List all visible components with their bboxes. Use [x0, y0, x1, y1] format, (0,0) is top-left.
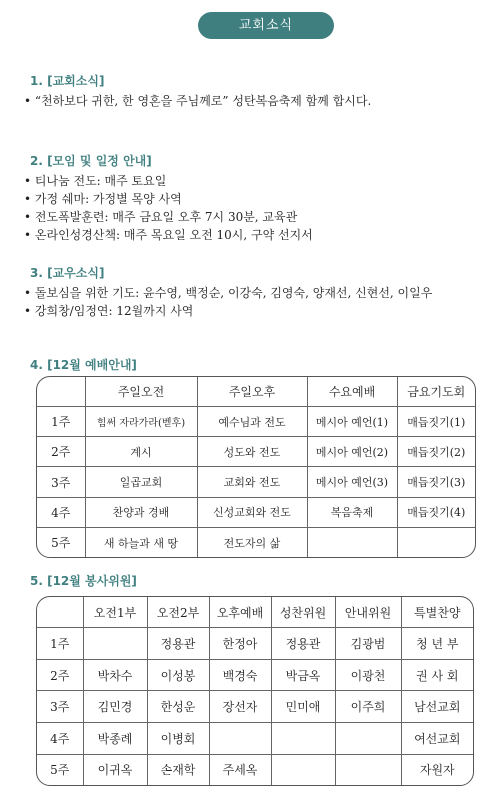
table-cell: 복음축제: [307, 497, 397, 527]
table-row: [37, 628, 473, 660]
week-cell: 3주: [37, 467, 85, 497]
list-item: • 전도폭발훈련: 매주 금요일 오후 7시 30분, 교육관: [24, 208, 313, 226]
table-row: [37, 691, 473, 723]
header-cell: 수요예배: [307, 377, 397, 406]
table-cell: 박금옥: [271, 659, 335, 691]
table-cell: 찬양과 경배: [85, 497, 197, 527]
church-news-heading: 1. [교회소식]: [30, 74, 105, 88]
list-item: • 가정 쉐마: 가정별 목양 사역: [24, 190, 313, 208]
table-cell: 이병회: [147, 723, 209, 755]
header-cell: [37, 377, 85, 406]
table-cell: [209, 723, 271, 755]
header-cell: 특별찬양: [401, 597, 473, 628]
table-row: [37, 497, 475, 527]
header-cell: 오전2부: [147, 597, 209, 628]
table-cell: 남선교회: [401, 691, 473, 723]
list-item: • 돌보심을 위한 기도: 윤수영, 백정순, 이강숙, 김영숙, 양재선, 신현선, 이일우: [24, 284, 432, 302]
table-row: [37, 406, 475, 436]
table-header-row: [37, 597, 473, 628]
table-cell: 권 사 회: [401, 659, 473, 691]
table-row: [37, 467, 475, 497]
volunteers-heading: 5. [12월 봉사위원]: [30, 574, 137, 588]
table-header-row: [37, 377, 475, 406]
table-cell: 한정아: [209, 628, 271, 660]
table-cell: 이주희: [335, 691, 401, 723]
schedule-heading: 2. [모임 및 일정 안내]: [30, 154, 152, 168]
table-cell: 자원자: [401, 754, 473, 785]
list-item: • 티나눔 전도: 매주 토요일: [24, 172, 313, 190]
table-cell: 교회와 전도: [197, 467, 307, 497]
schedule-list: [24, 172, 313, 244]
table-cell: 청 년 부: [401, 628, 473, 660]
table-cell: 매듭짓기(1): [397, 406, 475, 436]
member-news-list: [24, 284, 432, 320]
table-cell: 박차수: [83, 659, 147, 691]
header-cell: 주일오전: [85, 377, 197, 406]
table-cell: 김광범: [335, 628, 401, 660]
worship-table: [36, 376, 476, 558]
table-row: [37, 754, 473, 785]
table-row: [37, 723, 473, 755]
table-cell: 예수님과 전도: [197, 406, 307, 436]
list-item: • “천하보다 귀한, 한 영혼을 주님께로” 성탄복음축제 함께 합시다.: [24, 92, 371, 110]
week-cell: 4주: [37, 723, 83, 755]
week-cell: 5주: [37, 528, 85, 558]
table-cell: 성도와 전도: [197, 437, 307, 467]
worship-guide-heading: 4. [12월 예배안내]: [30, 358, 137, 372]
header-cell: [37, 597, 83, 628]
table-cell: 김민경: [83, 691, 147, 723]
table-cell: [271, 723, 335, 755]
table-cell: 힘써 자라가라(벧후): [85, 406, 197, 436]
table-cell: [83, 628, 147, 660]
section-banner: 교회소식: [198, 12, 334, 39]
table-cell: 일곱교회: [85, 467, 197, 497]
table-cell: 백경숙: [209, 659, 271, 691]
table-cell: 박종례: [83, 723, 147, 755]
header-cell: 성찬위원: [271, 597, 335, 628]
table-cell: 정용관: [147, 628, 209, 660]
week-cell: 1주: [37, 406, 85, 436]
table-cell: 민미애: [271, 691, 335, 723]
table-cell: 계시: [85, 437, 197, 467]
table-cell: [307, 528, 397, 558]
table-cell: [335, 723, 401, 755]
table-row: [37, 437, 475, 467]
table-cell: 매듭짓기(3): [397, 467, 475, 497]
member-news-heading: 3. [교우소식]: [30, 266, 105, 280]
table-cell: 이귀옥: [83, 754, 147, 785]
week-cell: 1주: [37, 628, 83, 660]
header-cell: 오후예배: [209, 597, 271, 628]
table-cell: 정용관: [271, 628, 335, 660]
table-cell: 주세옥: [209, 754, 271, 785]
header-cell: 주일오후: [197, 377, 307, 406]
header-cell: 안내위원: [335, 597, 401, 628]
week-cell: 5주: [37, 754, 83, 785]
table-cell: 메시아 예언(3): [307, 467, 397, 497]
table-cell: 메시아 예언(1): [307, 406, 397, 436]
table-cell: 이성봉: [147, 659, 209, 691]
table-cell: 전도자의 삶: [197, 528, 307, 558]
table-cell: 여선교회: [401, 723, 473, 755]
table-cell: 이광천: [335, 659, 401, 691]
table-cell: 손재학: [147, 754, 209, 785]
table-cell: 장선자: [209, 691, 271, 723]
table-cell: 한성운: [147, 691, 209, 723]
week-cell: 2주: [37, 659, 83, 691]
table-cell: 메시아 예언(2): [307, 437, 397, 467]
church-news-list: [24, 92, 371, 110]
volunteers-table: [36, 596, 474, 786]
table-cell: [271, 754, 335, 785]
header-cell: 금요기도회: [397, 377, 475, 406]
table-cell: [335, 754, 401, 785]
table-cell: 새 하늘과 새 땅: [85, 528, 197, 558]
table-cell: 신성교회와 전도: [197, 497, 307, 527]
list-item: • 강희창/임정연: 12월까지 사역: [24, 302, 432, 320]
week-cell: 4주: [37, 497, 85, 527]
table-cell: 매듭짓기(2): [397, 437, 475, 467]
table-row: [37, 659, 473, 691]
table-cell: [397, 528, 475, 558]
table-cell: 매듭짓기(4): [397, 497, 475, 527]
week-cell: 3주: [37, 691, 83, 723]
table-row: [37, 528, 475, 558]
week-cell: 2주: [37, 437, 85, 467]
list-item: • 온라인성경산책: 매주 목요일 오전 10시, 구약 선지서: [24, 226, 313, 244]
header-cell: 오전1부: [83, 597, 147, 628]
